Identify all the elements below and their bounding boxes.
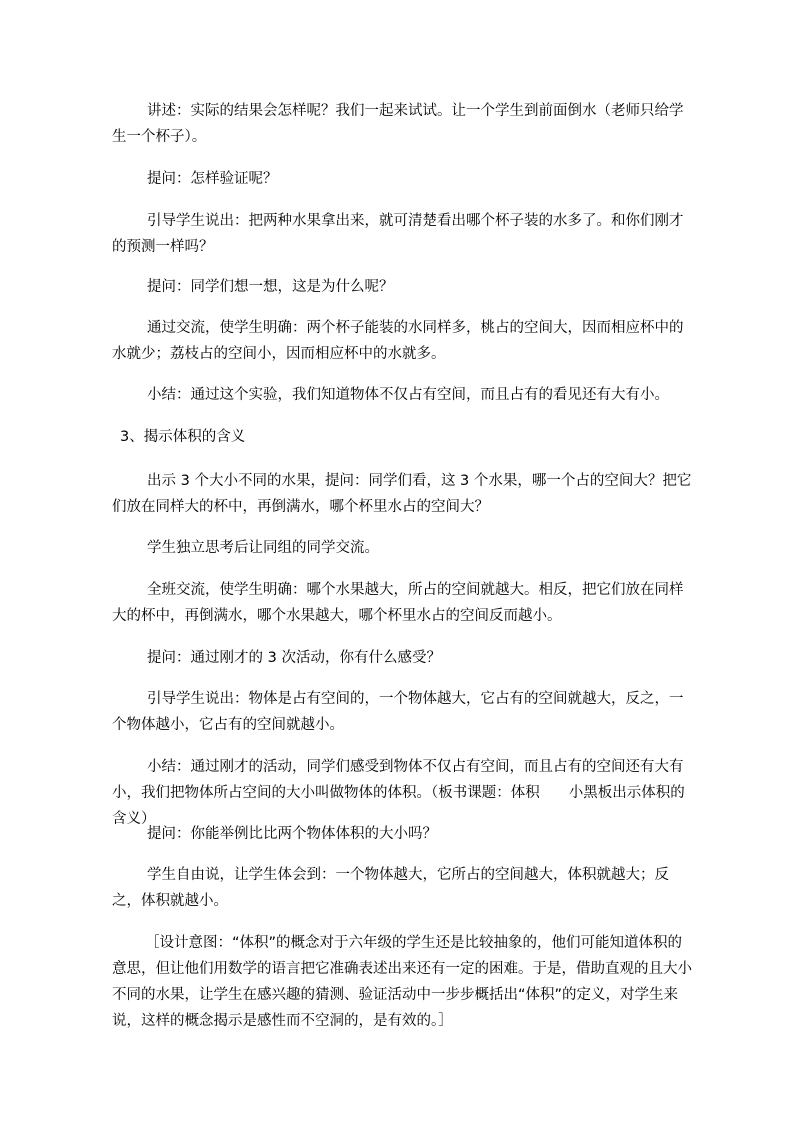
paragraph-question-compare: 提问：你能举例比比两个物体体积的大小吗？ [147,826,437,842]
paragraph-show-fruits: 出示 3 个大小不同的水果，提问：同学们看，这 3 个水果，哪一个占的空间大？把它们放在同样大的杯中，再倒满水，哪个杯里水占的空间大？ [112,473,692,515]
paragraph-independent-think: 学生独立思考后让同组的同学交流。 [147,540,379,556]
paragraph-guide-volume: 引导学生说出：物体是占有空间的，一个物体越大，它占有的空间就越大，反之，一个物体越小，它占有的空间就越小。 [112,691,684,733]
paragraph-lecture: 讲述：实际的结果会怎样呢？我们一起来试试。让一个学生到前面倒水（老师只给学生一个杯子）。 [112,103,684,145]
paragraph-exchange: 通过交流，使学生明确：两个杯子能装的水同样多，桃占的空间大，因而相应杯中的水就少；荔枝占的空间小，因而相应杯中的水就多。 [112,320,684,362]
paragraph-summary-volume: 小结：通过刚才的活动，同学们感受到物体不仅占有空间，而且占有的空间还有大有小，我们把物体所占空间的大小叫做物体的体积。（板书课题：体积 小黑板出示体积的含义） [112,759,685,827]
paragraph-question-feeling: 提问：通过刚才的 3 次活动，你有什么感受？ [147,650,441,666]
paragraph-free-talk: 学生自由说，让学生体会到：一个物体越大，它所占的空间越大，体积就越大；反之，体积就越小。 [112,867,669,909]
paragraph-guide-fruit: 引导学生说出：把两种水果拿出来，就可清楚看出哪个杯子装的水多了。和你们刚才的预测一样吗？ [112,213,684,255]
paragraph-class-exchange: 全班交流，使学生明确：哪个水果越大，所占的空间就越大。相反，把它们放在同样大的杯中，再倒满水，哪个水果越大，哪个杯里水占的空间反而越小。 [112,582,684,624]
paragraph-question-why: 提问：同学们想一想，这是为什么呢？ [147,279,394,295]
paragraph-design-intent: ［设计意图：“体积”的概念对于六年级的学生还是比较抽象的，他们可能知道体积的意思，但让他们用数学的语言把它准确表述出来还有一定的困难。于是，借助直观的且大小不同的水果，让学生在感兴趣的猜测、验证活动中一步步概括出“体积”的定义，对学生来说，这样的概念揭示是感性而不空洞的，是有效的。］ [112,935,692,1029]
paragraph-summary-experiment: 小结：通过这个实验，我们知道物体不仅占有空间，而且占有的看见还有大有小。 [147,387,669,403]
paragraph-question-verify: 提问：怎样验证呢？ [147,171,278,187]
section-heading: 3、揭示体积的含义 [120,429,246,445]
